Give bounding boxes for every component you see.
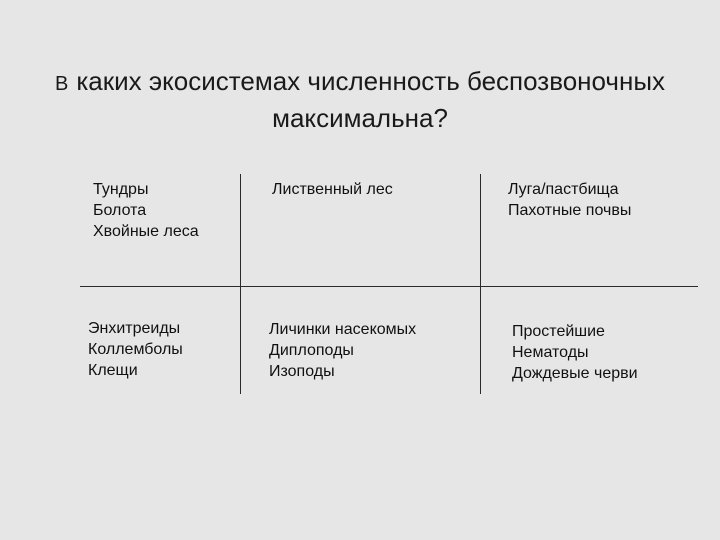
cell-entry: Луга/пастбища	[508, 181, 619, 198]
title-line-1-text: каких экосистемах численность беспозвоночных	[76, 66, 666, 96]
cell-entry: Пахотные почвы	[508, 202, 632, 219]
cell-entry: Коллемболы	[88, 341, 183, 358]
cell-entry: Хвойные леса	[93, 223, 199, 240]
cell-entry: Тундры	[93, 181, 149, 198]
cell-entry: Болота	[93, 202, 147, 219]
cell-bottom-1	[88, 318, 183, 381]
cell-entry: Нематоды	[512, 344, 589, 361]
cell-top-3	[508, 179, 631, 221]
cell-bottom-2	[269, 319, 416, 382]
cell-entry: Личинки насекомых	[269, 321, 417, 338]
table-divider-horizontal	[80, 286, 698, 287]
cell-entry: Простейшие	[512, 323, 605, 340]
table-divider-vertical-2	[480, 174, 481, 394]
cell-entry: Лиственный лес	[272, 181, 393, 198]
title-lead: В	[54, 73, 69, 95]
table-divider-vertical-1	[240, 174, 241, 394]
cell-top-1	[93, 179, 199, 242]
cell-bottom-3	[512, 321, 638, 384]
title-line-1	[0, 64, 720, 101]
title-line-2: максимальна?	[272, 103, 448, 133]
slide-title	[0, 64, 720, 135]
cell-entry: Изоподы	[269, 363, 335, 380]
cell-top-2	[272, 179, 393, 200]
cell-entry: Клещи	[88, 362, 138, 379]
cell-entry: Дождевые черви	[512, 365, 638, 382]
cell-entry: Энхитреиды	[88, 320, 181, 337]
cell-entry: Диплоподы	[269, 342, 354, 359]
